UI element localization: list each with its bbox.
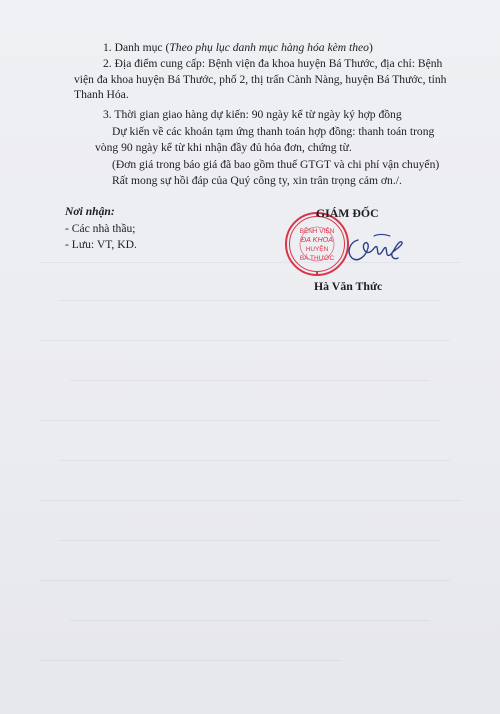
recipients-title: Nơi nhận: (65, 205, 115, 218)
item-catalog-appendix: Theo phụ lục danh mục hàng hóa kèm theo (169, 41, 369, 54)
stamp-line-3: HUYỆN (305, 246, 329, 253)
item-catalog (103, 40, 373, 56)
recipient-item: - Các nhà thầu; (65, 222, 136, 235)
item-delivery-location (74, 56, 447, 103)
recipient-item: - Lưu: VT, KD. (65, 238, 137, 251)
advance-payment-line1: Dự kiến về các khoản tạm ứng thanh toán hợp đồng: thanh toán trong (112, 125, 435, 138)
price-note: (Đơn giá trong báo giá đã bao gồm thuế GTGT và chi phí vận chuyển) (112, 158, 440, 171)
handwritten-signature (344, 232, 406, 266)
signer-name: Hà Văn Thức (314, 279, 383, 293)
item-delivery-location-line3: Thanh Hóa. (74, 88, 129, 101)
item-delivery-location-line2: viện đa khoa huyện Bá Thước, phố 2, thị trấn Cành Nàng, huyện Bá Thước, tỉnh (74, 72, 447, 86)
advance-payment-line2: vòng 90 ngày kể từ khi nhận đầy đủ hóa đơn, chứng từ. (95, 141, 352, 154)
stamp-line-4: BÁ THƯỚC (299, 255, 335, 262)
signer-title: GIÁM ĐỐC (316, 206, 379, 220)
stamp-line-2: ĐA KHOA (300, 235, 334, 244)
closing-thanks: Rất mong sự hồi đáp của Quý công ty, xin trân trọng cảm ơn./. (112, 174, 402, 187)
stamp-line-1: BỆNH VIỆN (299, 228, 335, 235)
item-delivery-time: 3. Thời gian giao hàng dự kiến: 90 ngày kể từ ngày ký hợp đồng (103, 108, 402, 121)
item-delivery-location-line1: 2. Địa điểm cung cấp: Bệnh viện đa khoa huyện Bá Thước, địa chỉ: Bệnh (103, 57, 443, 70)
item-catalog-text: 1. Danh mục ( (103, 41, 170, 54)
item-catalog-close: ) (368, 41, 373, 54)
